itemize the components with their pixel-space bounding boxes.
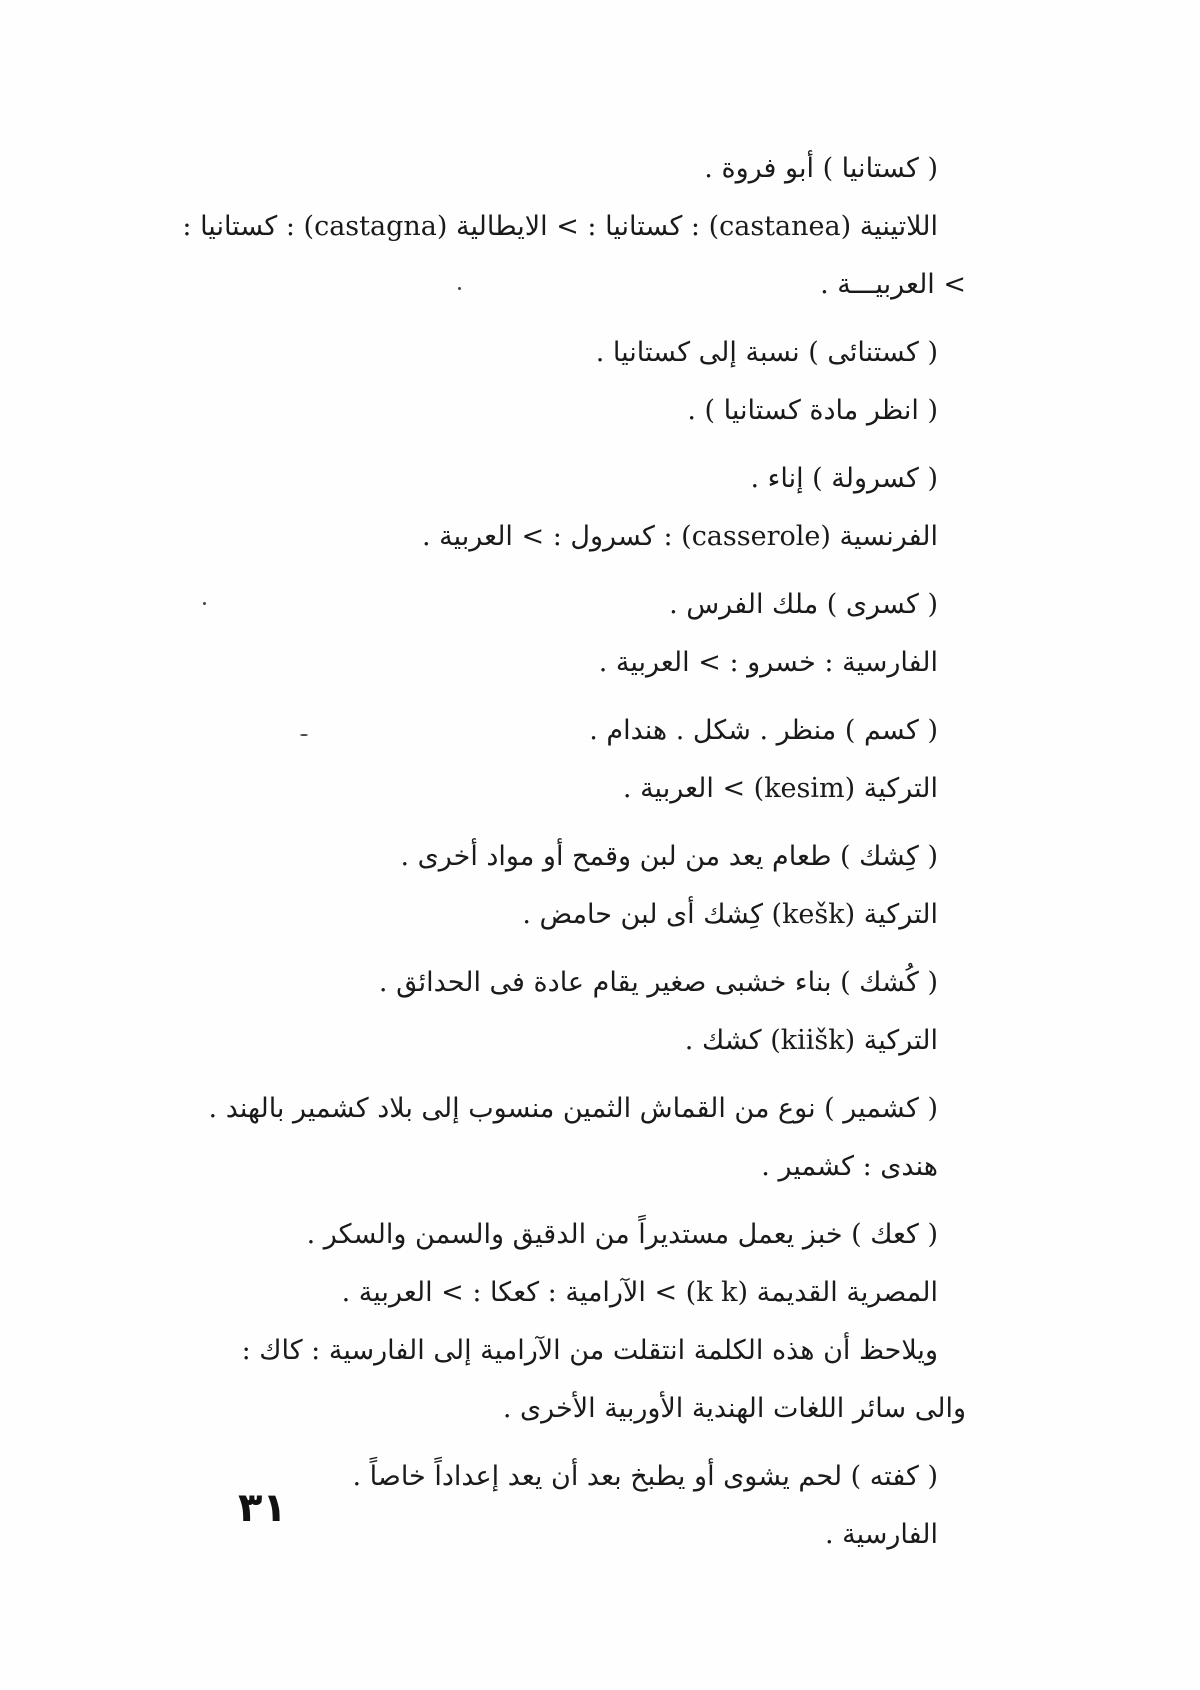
page-number: ٣١ bbox=[238, 1485, 287, 1531]
entry-headword-line: ( كُشك ) بناء خشبى صغير يقام عادة فى الحدائق . bbox=[378, 967, 938, 998]
entry-castanai bbox=[198, 324, 938, 440]
entry-headword-line: ( كسم ) منظر . شكل . هندام . bbox=[589, 715, 938, 746]
entry-kashmir bbox=[198, 1080, 938, 1196]
entry-note-line: ويلاحظ أن هذه الكلمة انتقلت من الآرامية إلى الفارسية : كاك : bbox=[241, 1335, 938, 1366]
entry-reference-line: ( انظر مادة كستانيا ) . bbox=[687, 395, 938, 426]
entry-etymology-line: التركية (kesim) > العربية . bbox=[622, 773, 938, 804]
entry-casserole bbox=[198, 450, 938, 566]
entry-etymology-line: المصرية القديمة (k k) > الآرامية : كعكا : > العربية . bbox=[341, 1277, 938, 1308]
entry-kishk bbox=[198, 828, 938, 944]
entry-headword-line: ( كسرولة ) إناء . bbox=[750, 463, 938, 494]
entry-headword-line: ( كشمير ) نوع من القماش الثمين منسوب إلى بلاد كشمير بالهند . bbox=[208, 1093, 938, 1124]
entry-etymology-line: الفارسية . bbox=[824, 1519, 938, 1550]
entry-etymology-line: اللاتينية (castanea) : كستانيا : > الايطالية (castagna) : كستانيا : bbox=[182, 211, 938, 242]
dictionary-entries bbox=[182, 140, 966, 1574]
entry-headword-line: ( كفته ) لحم يشوى أو يطبخ بعد أن يعد إعداداً خاصاً . bbox=[352, 1461, 938, 1492]
entry-headword-line: ( كسرى ) ملك الفرس . bbox=[669, 589, 938, 620]
entry-headword-line: ( كِشك ) طعام يعد من لبن وقمح أو مواد أخرى . bbox=[400, 841, 938, 872]
entry-kushk bbox=[198, 954, 938, 1070]
entry-etymology-line: الفارسية : خسرو : > العربية . bbox=[598, 647, 938, 678]
entry-kism bbox=[198, 702, 938, 818]
entry-etymology-line: الفرنسية (casserole) : كسرول : > العربية . bbox=[421, 521, 938, 552]
entry-note-line: والى سائر اللغات الهندية الأوربية الأخرى . bbox=[502, 1393, 966, 1424]
entry-kaak bbox=[198, 1206, 966, 1438]
entry-etymology-line: التركية (kešk) كِشك أى لبن حامض . bbox=[522, 899, 938, 930]
entry-kisra bbox=[198, 576, 938, 692]
entry-castania bbox=[182, 140, 966, 314]
entry-etymology-line: > العربيـــة . bbox=[820, 269, 966, 300]
entry-kofta bbox=[198, 1448, 938, 1564]
entry-headword-line: ( كعك ) خبز يعمل مستديراً من الدقيق والسمن والسكر . bbox=[306, 1219, 938, 1250]
entry-etymology-line: التركية (kiišk) كشك . bbox=[684, 1025, 938, 1056]
entry-headword-line: ( كستانيا ) أبو فروة . bbox=[704, 153, 938, 184]
entry-etymology-line: هندى : كشمير . bbox=[761, 1151, 938, 1182]
entry-headword-line: ( كستنائى ) نسبة إلى كستانيا . bbox=[595, 337, 938, 368]
